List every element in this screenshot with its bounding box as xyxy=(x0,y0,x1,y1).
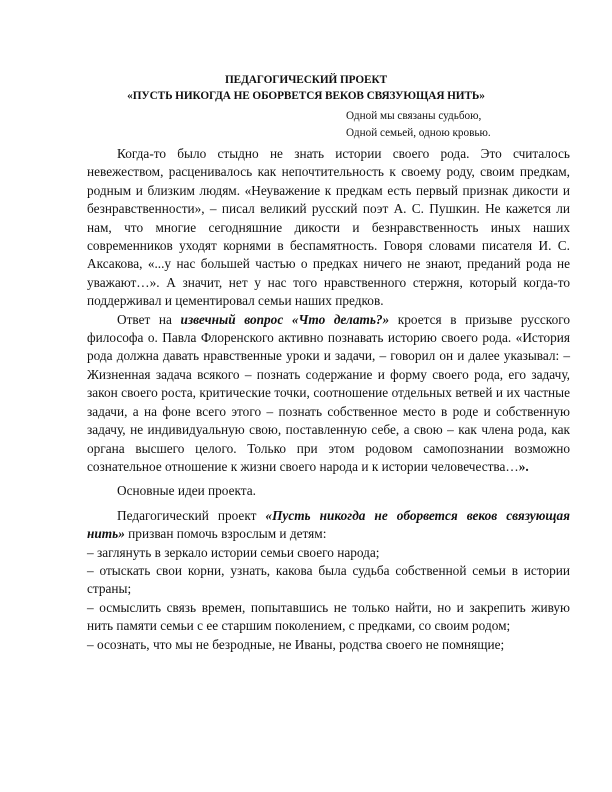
epigraph-line: Одной семьей, одною кровью. xyxy=(346,127,491,139)
epigraph-line: Одной мы связаны судьбою, xyxy=(346,110,482,122)
list-item: – осознать, что мы не безродные, не Иваны, родства своего не помнящие; xyxy=(87,636,505,652)
list-item: – осмыслить связь времен, попытавшись не только найти, но и закрепить живую нить памяти семьи с ее старшим поколением, с предками, со своим родом; xyxy=(87,599,570,634)
paragraph-lead: Ответ на xyxy=(117,311,181,327)
document-body xyxy=(87,145,570,654)
section-heading: Основные идеи проекта. xyxy=(117,483,257,499)
emphasized-question: извечный вопрос «Что делать?» xyxy=(180,311,390,327)
project-type-heading: ПЕДАГОГИЧЕСКИЙ ПРОЕКТ xyxy=(224,74,388,86)
project-paragraph xyxy=(87,507,570,544)
emphasized-project-name: «Пусть никогда не оборвется веков связующая нить» xyxy=(87,507,570,542)
paragraph-text: кроется в призыве русского философа о. Павла Флоренского активно познавать историю своего рода. «История рода должна давать нравственные уроки и задачи, – говорил он и далее указывал: – Жизненная задача всякого – познать содержание и форму своего рода, его задачу, закон своего роста, критические точки, соотношение отдельных ветвей и их частные задачи, а на фоне всего этого – познать собственное место в роде и собственную задачу, не индивидуальную свою, поставленную себе, а свою – как члена рода, как органа высшего целого. Только при этом родовом самопознании возможно сознательное отношение к жизни своего народа и к истории человечества… xyxy=(87,311,570,474)
list-item: – отыскать свои корни, узнать, какова была судьба собственной семьи в истории страны; xyxy=(87,562,570,597)
list-item: – заглянуть в зеркало истории семьи своего народа; xyxy=(87,544,380,560)
paragraph-lead: Педагогический проект xyxy=(117,507,266,523)
paragraph-text: призван помочь взрослым и детям: xyxy=(124,526,327,542)
florensky-paragraph xyxy=(87,311,570,477)
project-title: «ПУСТЬ НИКОГДА НЕ ОБОРВЕТСЯ ВЕКОВ СВЯЗУЮЩАЯ НИТЬ» xyxy=(127,90,485,102)
intro-paragraph: Когда-то было стыдно не знать истории своего рода. Это считалось невежеством, расценивалось как непочтительность к своему роду, своим предкам, родным и близким людям. «Неуважение к предкам есть первый признак дикости и безнравственности», – писал великий русский поэт А. С. Пушкин. Не кажется ли нам, что многие сегодняшние дикости и безнравственность иных наших современников уходят корнями в беспамятность. Говоря словами писателя И. С. Аксакова, «...у нас большей частью о предках ничего не знают, преданий рода не уважают…». А значит, нет у нас того нравственного стержня, который когда-то поддерживал и цементировал семьи наших предков. xyxy=(87,146,570,309)
quote-end: ». xyxy=(518,458,529,474)
